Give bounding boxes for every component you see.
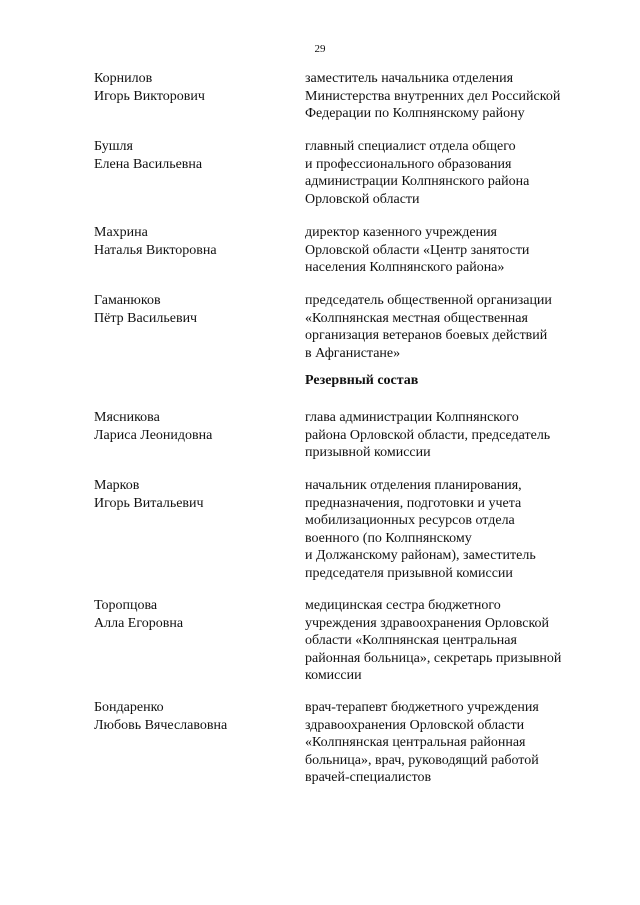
member-name	[94, 70, 294, 105]
role-line: мобилизационных ресурсов отдела	[305, 513, 515, 528]
role-line: здравоохранения Орловской области	[305, 717, 525, 733]
member-name	[94, 138, 294, 173]
member-name	[94, 224, 294, 259]
member-given-name: Пётр Васильевич	[94, 310, 198, 326]
role-line: председатель общественной организации	[305, 293, 552, 308]
member-role	[305, 292, 590, 362]
member-given-name: Елена Васильевна	[94, 156, 203, 172]
role-line: администрации Колпнянского района	[305, 174, 530, 189]
role-line: Орловской области «Центр занятости	[305, 242, 530, 258]
member-given-name: Игорь Викторович	[94, 88, 205, 104]
role-line: врач-терапевт бюджетного учреждения	[305, 700, 539, 715]
role-line: Федерации по Колпнянскому району	[305, 106, 525, 121]
member-role	[305, 409, 590, 462]
role-line: в Афганистане»	[305, 345, 401, 361]
member-given-name: Игорь Витальевич	[94, 495, 204, 511]
member-role	[305, 224, 590, 277]
member-given-name: Наталья Викторовна	[94, 242, 217, 258]
role-line: организация ветеранов боевых действий	[305, 328, 548, 343]
role-line: и профессионального образования	[305, 156, 512, 172]
role-line: врачей-специалистов	[305, 770, 432, 785]
member-surname: Корнилов	[94, 71, 153, 86]
member-given-name: Любовь Вячеславовна	[94, 717, 228, 733]
member-name	[94, 409, 294, 444]
member-role	[305, 477, 590, 582]
role-line: комиссии	[305, 668, 362, 683]
member-surname: Бушля	[94, 139, 133, 154]
member-name	[94, 699, 294, 734]
role-line: учреждения здравоохранения Орловской	[305, 615, 550, 631]
member-given-name: Алла Егоровна	[94, 615, 184, 631]
role-line: предназначения, подготовки и учета	[305, 495, 522, 511]
member-name	[94, 292, 294, 327]
role-line: Министерства внутренних дел Российской	[305, 88, 561, 104]
role-line: директор казенного учреждения	[305, 225, 497, 240]
member-surname: Торопцова	[94, 598, 158, 613]
member-surname: Бондаренко	[94, 700, 164, 715]
member-surname: Марков	[94, 478, 140, 493]
role-line: населения Колпнянского района»	[305, 260, 505, 275]
page-number: 29	[314, 43, 326, 55]
role-line: военного (по Колпнянскому	[305, 530, 472, 546]
member-surname: Махрина	[94, 225, 148, 240]
member-role	[305, 138, 590, 208]
role-line: и Должанскому районам), заместитель	[305, 548, 536, 563]
member-name	[94, 597, 294, 632]
member-role	[305, 699, 590, 787]
role-line: районная больница», секретарь призывной	[305, 650, 562, 666]
role-line: председателя призывной комиссии	[305, 565, 513, 581]
role-line: медицинская сестра бюджетного	[305, 598, 501, 613]
role-line: главный специалист отдела общего	[305, 139, 516, 154]
member-given-name: Лариса Леонидовна	[94, 427, 213, 443]
member-surname: Гаманюков	[94, 293, 161, 308]
role-line: Орловской области	[305, 191, 420, 207]
role-line: призывной комиссии	[305, 445, 431, 460]
member-role	[305, 597, 590, 685]
member-role	[305, 70, 590, 123]
role-line: области «Колпнянская центральная	[305, 633, 517, 648]
role-line: «Колпнянская центральная районная	[305, 735, 526, 750]
member-surname: Мясникова	[94, 410, 160, 425]
role-line: глава администрации Колпнянского	[305, 410, 519, 425]
role-line: начальник отделения планирования,	[305, 478, 522, 493]
role-line: района Орловской области, председатель	[305, 427, 551, 443]
member-name	[94, 477, 294, 512]
role-line: «Колпнянская местная общественная	[305, 310, 528, 326]
role-line: заместитель начальника отделения	[305, 71, 514, 86]
role-line: больница», врач, руководящий работой	[305, 752, 539, 768]
reserve-section-heading: Резервный состав	[305, 373, 419, 388]
